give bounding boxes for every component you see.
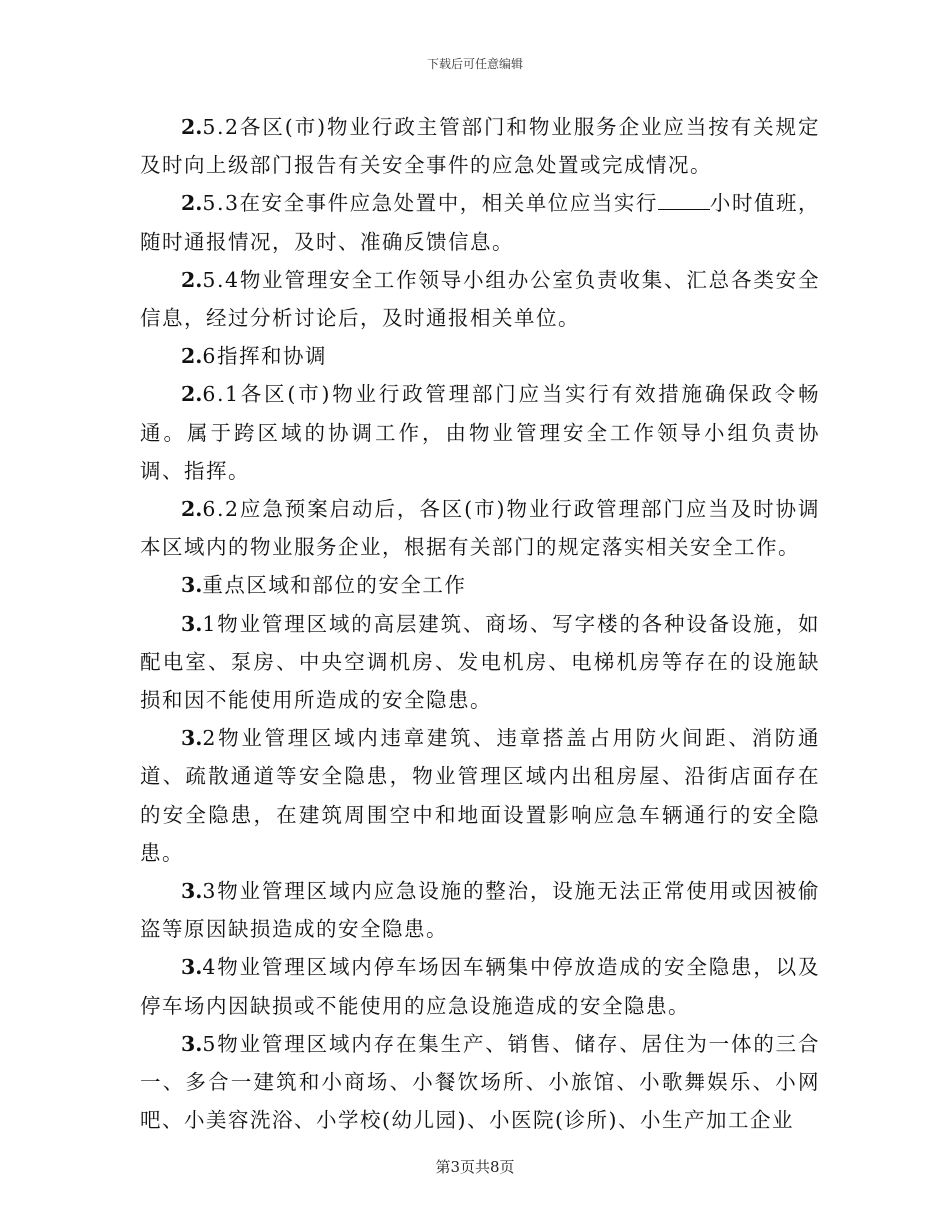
- section-number: 2.: [181, 115, 203, 139]
- section-number: 2.: [181, 344, 203, 369]
- section-number: 3.: [181, 879, 203, 904]
- paragraph-text: 5物业管理区域内存在集生产、销售、储存、居住为一体的三合一、多合一建筑和小商场、小餐饮场所、小旅馆、小歌舞娱乐、小网吧、小美容洗浴、小学校(幼儿园)、小医院(诊所)、小生产加工企业: [140, 1031, 820, 1133]
- paragraph-text: 小时值班，随时通报情况，及时、准确反馈信息。: [140, 191, 821, 254]
- section-number: 3.: [181, 573, 203, 598]
- paragraph-text: 6.2应急预案启动后，各区(市)物业行政管理部门应当及时协调本区域内的物业服务企业，根据有关部门的规定落实相关安全工作。: [140, 497, 820, 560]
- paragraph-2-5-3: [140, 184, 820, 260]
- section-number: 2.: [181, 191, 203, 216]
- section-number: 2.: [181, 497, 203, 522]
- paragraph-text: 5.3在安全事件应急处置中，相关单位应当实行: [202, 191, 658, 216]
- page-header-note: 下载后可任意编辑: [426, 57, 523, 71]
- paragraph-text: 1物业管理区域的高层建筑、商场、写字楼的各种设备设施，如配电室、泵房、中央空调机房、发电机房、电梯机房等存在的设施缺损和因不能使用所造成的安全隐患。: [140, 611, 820, 713]
- paragraph-2-6-2: [140, 490, 820, 566]
- paragraph-3-5: [140, 1025, 820, 1140]
- paragraph-text: 3物业管理区域内应急设施的整治，设施无法正常使用或因被偷盗等原因缺损造成的安全隐患。: [140, 879, 820, 942]
- section-number: 2.: [181, 267, 203, 292]
- heading-2-6: [140, 337, 820, 375]
- paragraph-3-2: [140, 719, 820, 872]
- paragraph-2-5-4: [140, 261, 820, 337]
- section-number: 2.: [181, 382, 203, 407]
- section-number: 3.: [181, 955, 203, 980]
- fill-in-blank: [658, 191, 710, 210]
- paragraph-3-3: [140, 872, 820, 948]
- section-number: 3.: [181, 1031, 203, 1056]
- paragraph-text: 6.1各区(市)物业行政管理部门应当实行有效措施确保政令畅通。属于跨区域的协调工作，由物业管理安全工作领导小组负责协调、指挥。: [140, 382, 820, 483]
- document-body: [140, 108, 820, 1139]
- paragraph-text: 2物业管理区域内违章建筑、违章搭盖占用防火间距、消防通道、疏散通道等安全隐患，物业管理区域内出租房屋、沿街店面存在的安全隐患，在建筑周围空中和地面设置影响应急车辆通行的安全隐患。: [140, 726, 820, 865]
- paragraph-2-5-2: [140, 108, 820, 184]
- section-number: 3.: [181, 611, 203, 636]
- paragraph-text: 重点区域和部位的安全工作: [202, 573, 467, 598]
- paragraph-text: 5.2各区(市)物业行政主管部门和物业服务企业应当按有关规定及时向上级部门报告有关安全事件的应急处置或完成情况。: [140, 115, 820, 178]
- section-number: 3.: [181, 726, 203, 751]
- paragraph-text: 5.4物业管理安全工作领导小组办公室负责收集、汇总各类安全信息，经过分析讨论后，及时通报相关单位。: [140, 267, 820, 331]
- page-number-footer: 第3页共8页: [435, 1158, 515, 1176]
- paragraph-text: 6指挥和协调: [202, 344, 327, 369]
- paragraph-2-6-1: [140, 375, 820, 490]
- heading-3: [140, 566, 820, 604]
- paragraph-3-4: [140, 948, 820, 1024]
- paragraph-3-1: [140, 605, 820, 720]
- paragraph-text: 4物业管理区域内停车场因车辆集中停放造成的安全隐患，以及停车场内因缺损或不能使用的应急设施造成的安全隐患。: [140, 955, 820, 1018]
